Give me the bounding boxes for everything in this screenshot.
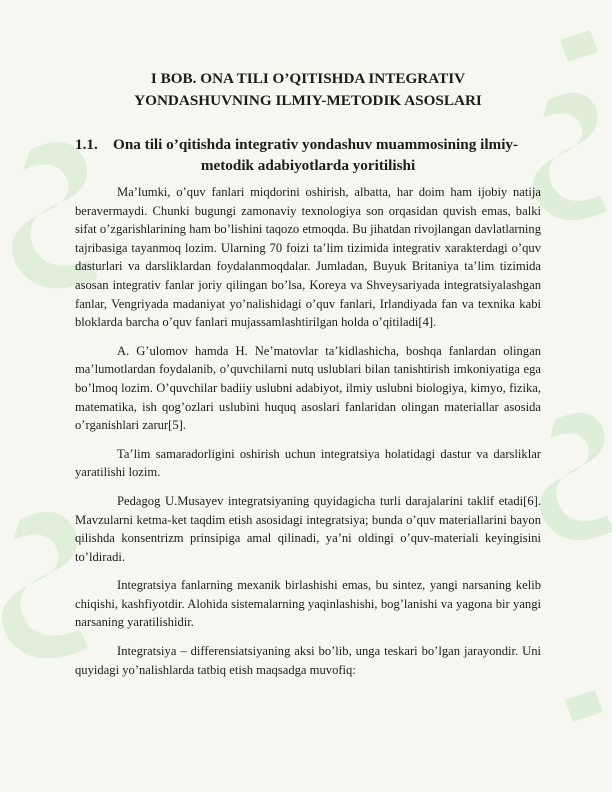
paragraph-6: Integratsiya – differensiatsiyaning aksi bo’lib, unga teskari bo’lgan jarayondir. Uni quyidagi yo’nalishlarda tatbiq etish maqsadga muvofiq: xyxy=(75,644,541,677)
paragraph-2: A. G’ulomov hamda H. Ne’matovlar ta’kidlashicha, boshqa fanlardan olingan ma’lumotlardan foydalanib, o’quvchilarni nutq uslublari bilan tanishtirish imkoniyatiga ega bo’lmoq lozim. O’quvchilar badiiy uslubni adabiyot, ilmiy uslubni biologiya, kimyo, fizika, matematika, ish qog’ozlari uslubini huquq asoslari fanlaridan olingan materiallar asosida o’rganishlari zarur[5]. xyxy=(75,343,541,433)
paragraph-1: Ma’lumki, o’quv fanlari miqdorini oshirish, albatta, har doim ham ijobiy natija beravermaydi. Chunki bugungi zamonaviy texnologiya son orqasidan quvish emas, balki sifat o’zgarishlarining ham bo’lishini taqozo etmoqda. Bu jihatdan rivojlangan davlatlarning tajribasiga tayanmoq lozim. Ularning 70 foizi ta’lim tizimida integrativ xarakterdagi o’quv dasturlari va darsliklardan foydalanmoqdalar. Jumladan, Buyuk Britaniya ta’lim tizimida asosan integrativ fanlar joriy qilingan bo’lsa, Koreya va Shveysariyada integratsiyalashgan fanlar, Vengriyada madaniyat yo’nalishidagi o’quv fanlari, Irlandiyada fan va texnika kabi bloklarda barcha o’quv fanlari mujassamlashtirilgan holda o’qitiladi[4]. xyxy=(75,185,541,330)
paragraph-4: Pedagog U.Musayev integratsiyaning quyidagicha turli darajalarini taklif etadi[6]. Mavzularni ketma-ket taqdim etish asosidagi integratsiya; bunda o’quv materiallarini bayon qilishda konsentrizm prinsipiga amal qilinadi, ya’ni oldingi o’quv-materiali keyingisini to’ldiradi. xyxy=(75,493,541,564)
section-title xyxy=(75,134,541,176)
section-number: 1.1. xyxy=(75,136,98,153)
section-title-line2: metodik adabiyotlarda yoritilishi xyxy=(200,157,416,174)
section-title-line1: Ona tili o’qitishda integrativ yondashuv muammosining ilmiy- xyxy=(113,136,519,153)
watermark-shapes-right xyxy=(533,30,612,722)
paragraph-5: Integratsiya fanlarning mexanik birlashishi emas, bu sintez, yangi narsaning kelib chiqishi, kashfiyotdir. Alohida sistemalarning yaqinlashishi, bog’lanishi va yagona bir yangi narsaning yaratilishidir. xyxy=(75,578,541,630)
document-page xyxy=(75,68,541,679)
paragraph-3: Ta’lim samaradorligini oshirish uchun integratsiya holatidagi dastur va darsliklar yaratilishi lozim. xyxy=(75,446,541,480)
chapter-title xyxy=(75,68,541,112)
chapter-title-line2: YONDASHUVNING ILMIY-METODIK ASOSLARI xyxy=(134,92,482,109)
chapter-title-line1: I BOB. ONA TILI O’QITISHDA INTEGRATIV xyxy=(150,70,466,87)
